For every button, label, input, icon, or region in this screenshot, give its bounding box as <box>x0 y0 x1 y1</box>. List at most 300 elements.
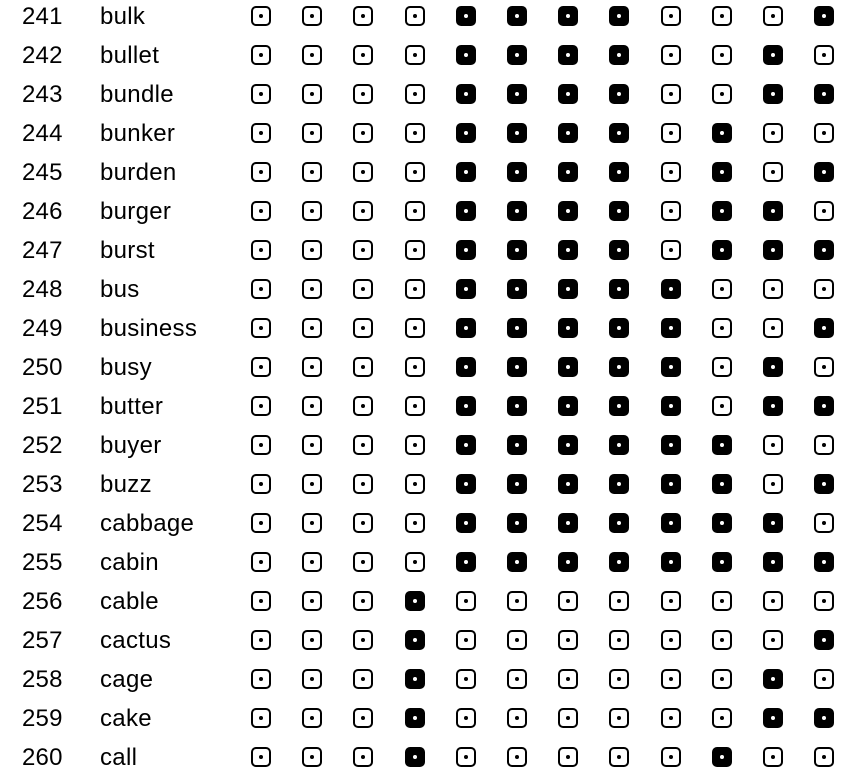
table-row <box>0 582 855 621</box>
bit-box-empty <box>353 318 373 338</box>
bit-box-filled <box>558 123 578 143</box>
bit-box-empty <box>814 123 834 143</box>
bit-box-empty <box>353 435 373 455</box>
bit-box-filled <box>661 279 681 299</box>
bit-box-filled <box>712 162 732 182</box>
dot-icon <box>720 131 724 135</box>
bit-box-filled <box>507 162 527 182</box>
dot-icon <box>310 560 314 564</box>
table-row <box>0 192 855 231</box>
dot-icon <box>413 170 417 174</box>
dot-icon <box>515 755 519 759</box>
table-row <box>0 153 855 192</box>
dot-icon <box>259 560 263 564</box>
bit-box-empty <box>353 279 373 299</box>
bit-box-filled <box>661 318 681 338</box>
bit-box-filled <box>661 474 681 494</box>
row-word: cabin <box>100 549 159 576</box>
dot-icon <box>310 482 314 486</box>
bit-box-filled <box>609 318 629 338</box>
table-row <box>0 465 855 504</box>
dot-icon <box>515 326 519 330</box>
bit-box-empty <box>763 123 783 143</box>
dot-icon <box>617 248 621 252</box>
bit-box-filled <box>507 318 527 338</box>
dot-icon <box>822 482 826 486</box>
dot-icon <box>464 482 468 486</box>
dot-icon <box>464 92 468 96</box>
bit-box-empty <box>302 552 322 572</box>
bit-box-empty <box>712 318 732 338</box>
bit-box-filled <box>405 708 425 728</box>
bit-box-empty <box>558 669 578 689</box>
dot-icon <box>515 677 519 681</box>
bit-box-filled <box>609 279 629 299</box>
bit-box-filled <box>456 318 476 338</box>
bit-box-filled <box>609 45 629 65</box>
bit-box-filled <box>456 279 476 299</box>
bit-box-empty <box>814 591 834 611</box>
dot-icon <box>566 170 570 174</box>
dot-icon <box>310 209 314 213</box>
dot-icon <box>310 638 314 642</box>
dot-icon <box>464 677 468 681</box>
dot-icon <box>310 131 314 135</box>
bit-box-filled <box>814 240 834 260</box>
dot-icon <box>310 521 314 525</box>
dot-icon <box>771 521 775 525</box>
dot-icon <box>413 248 417 252</box>
bit-box-empty <box>405 123 425 143</box>
table-row <box>0 36 855 75</box>
table-row <box>0 621 855 660</box>
row-number: 241 <box>22 3 63 30</box>
dot-icon <box>310 248 314 252</box>
dot-icon <box>669 443 673 447</box>
bit-box-filled <box>763 669 783 689</box>
table-row <box>0 738 855 777</box>
dot-icon <box>669 599 673 603</box>
dot-icon <box>669 638 673 642</box>
bit-box-filled <box>558 201 578 221</box>
dot-icon <box>413 521 417 525</box>
bit-box-empty <box>302 357 322 377</box>
bit-box-empty <box>712 6 732 26</box>
dot-icon <box>566 92 570 96</box>
bit-box-filled <box>609 552 629 572</box>
dot-icon <box>413 404 417 408</box>
bit-box-empty <box>507 630 527 650</box>
dot-icon <box>464 287 468 291</box>
bit-box-empty <box>558 591 578 611</box>
dot-icon <box>361 599 365 603</box>
bit-box-filled <box>712 435 732 455</box>
dot-icon <box>566 326 570 330</box>
dot-icon <box>822 14 826 18</box>
bit-box-filled <box>507 84 527 104</box>
dot-icon <box>259 755 263 759</box>
bit-box-filled <box>609 357 629 377</box>
row-number: 260 <box>22 744 63 771</box>
dot-icon <box>617 326 621 330</box>
bit-box-empty <box>251 201 271 221</box>
table-row <box>0 348 855 387</box>
bit-box-filled <box>712 240 732 260</box>
bit-box-filled <box>507 201 527 221</box>
dot-icon <box>361 131 365 135</box>
row-number: 258 <box>22 666 63 693</box>
bit-box-empty <box>353 240 373 260</box>
dot-icon <box>771 638 775 642</box>
bit-box-empty <box>302 162 322 182</box>
bit-box-filled <box>558 552 578 572</box>
row-number: 247 <box>22 237 63 264</box>
bit-box-empty <box>712 708 732 728</box>
bit-box-empty <box>353 6 373 26</box>
dot-icon <box>413 716 417 720</box>
bit-box-filled <box>609 201 629 221</box>
dot-icon <box>669 404 673 408</box>
dot-icon <box>310 677 314 681</box>
bit-box-filled <box>558 435 578 455</box>
bit-box-empty <box>609 747 629 767</box>
bit-box-filled <box>712 201 732 221</box>
bit-box-empty <box>353 552 373 572</box>
bit-box-empty <box>251 747 271 767</box>
bit-box-filled <box>609 435 629 455</box>
bit-box-empty <box>353 123 373 143</box>
bit-box-filled <box>405 591 425 611</box>
bit-box-empty <box>661 630 681 650</box>
bit-box-empty <box>251 45 271 65</box>
dot-icon <box>669 287 673 291</box>
bit-box-empty <box>353 513 373 533</box>
bit-box-empty <box>507 708 527 728</box>
bit-box-empty <box>661 6 681 26</box>
bit-box-filled <box>814 84 834 104</box>
dot-icon <box>771 365 775 369</box>
dot-icon <box>771 53 775 57</box>
bit-box-filled <box>456 84 476 104</box>
dot-icon <box>464 404 468 408</box>
dot-icon <box>617 170 621 174</box>
dot-icon <box>617 755 621 759</box>
dot-icon <box>669 755 673 759</box>
dot-icon <box>361 170 365 174</box>
dot-icon <box>669 131 673 135</box>
bit-box-empty <box>661 45 681 65</box>
bit-box-empty <box>251 357 271 377</box>
bit-box-empty <box>814 513 834 533</box>
row-number: 259 <box>22 705 63 732</box>
dot-icon <box>720 14 724 18</box>
bit-box-empty <box>302 201 322 221</box>
dot-icon <box>617 482 621 486</box>
row-number: 242 <box>22 42 63 69</box>
dot-icon <box>617 521 621 525</box>
dot-icon <box>669 521 673 525</box>
dot-icon <box>822 755 826 759</box>
bit-box-empty <box>251 435 271 455</box>
bit-box-filled <box>507 513 527 533</box>
dot-icon <box>566 560 570 564</box>
bit-box-empty <box>251 513 271 533</box>
dot-icon <box>720 92 724 96</box>
bit-box-filled <box>405 630 425 650</box>
dot-icon <box>566 443 570 447</box>
bit-box-filled <box>609 162 629 182</box>
dot-icon <box>822 53 826 57</box>
bit-box-empty <box>712 669 732 689</box>
bit-box-empty <box>302 591 322 611</box>
dot-icon <box>515 14 519 18</box>
bit-box-filled <box>507 6 527 26</box>
dot-icon <box>720 248 724 252</box>
dot-icon <box>669 560 673 564</box>
bit-box-filled <box>456 474 476 494</box>
bit-box-empty <box>251 6 271 26</box>
dot-icon <box>413 599 417 603</box>
dot-icon <box>771 677 775 681</box>
dot-icon <box>822 443 826 447</box>
row-number: 256 <box>22 588 63 615</box>
table-row <box>0 543 855 582</box>
dot-icon <box>310 92 314 96</box>
row-word: buzz <box>100 471 152 498</box>
bit-box-filled <box>814 708 834 728</box>
bit-box-empty <box>251 708 271 728</box>
dot-icon <box>361 53 365 57</box>
dot-icon <box>413 677 417 681</box>
bit-box-filled <box>507 240 527 260</box>
dot-icon <box>566 248 570 252</box>
dot-icon <box>566 716 570 720</box>
dot-icon <box>617 287 621 291</box>
bit-box-filled <box>456 552 476 572</box>
dot-icon <box>822 404 826 408</box>
bit-box-filled <box>507 435 527 455</box>
bit-box-empty <box>251 552 271 572</box>
bit-box-filled <box>558 318 578 338</box>
bit-box-filled <box>558 357 578 377</box>
dot-icon <box>515 560 519 564</box>
bit-box-empty <box>712 591 732 611</box>
dot-icon <box>515 404 519 408</box>
bit-box-empty <box>302 669 322 689</box>
dot-icon <box>259 404 263 408</box>
bit-box-empty <box>405 396 425 416</box>
bit-box-empty <box>609 591 629 611</box>
dot-icon <box>259 365 263 369</box>
bit-box-empty <box>763 318 783 338</box>
dot-icon <box>669 716 673 720</box>
row-word: cake <box>100 705 152 732</box>
bit-box-empty <box>661 162 681 182</box>
bit-box-filled <box>661 552 681 572</box>
dot-icon <box>669 365 673 369</box>
bit-box-empty <box>712 630 732 650</box>
bit-box-empty <box>661 708 681 728</box>
table-row <box>0 75 855 114</box>
bit-box-empty <box>251 474 271 494</box>
dot-icon <box>413 755 417 759</box>
dot-icon <box>259 92 263 96</box>
bit-box-filled <box>405 669 425 689</box>
table-row <box>0 231 855 270</box>
bit-box-filled <box>558 513 578 533</box>
bit-box-empty <box>507 669 527 689</box>
row-number: 250 <box>22 354 63 381</box>
bit-box-empty <box>353 747 373 767</box>
bit-box-empty <box>558 747 578 767</box>
dot-icon <box>617 404 621 408</box>
dot-icon <box>361 92 365 96</box>
row-word: business <box>100 315 198 342</box>
dot-icon <box>259 131 263 135</box>
bit-box-empty <box>405 162 425 182</box>
bit-box-empty <box>814 669 834 689</box>
dot-icon <box>464 716 468 720</box>
dot-icon <box>361 14 365 18</box>
table-row <box>0 660 855 699</box>
dot-icon <box>720 365 724 369</box>
bit-box-filled <box>814 162 834 182</box>
dot-icon <box>822 677 826 681</box>
bit-box-filled <box>712 552 732 572</box>
row-number: 257 <box>22 627 63 654</box>
bit-box-empty <box>814 435 834 455</box>
dot-icon <box>822 638 826 642</box>
row-number: 243 <box>22 81 63 108</box>
dot-icon <box>822 287 826 291</box>
dot-icon <box>669 482 673 486</box>
bit-box-empty <box>712 45 732 65</box>
bit-box-empty <box>814 747 834 767</box>
dot-icon <box>669 326 673 330</box>
bit-box-empty <box>353 474 373 494</box>
bit-box-filled <box>609 396 629 416</box>
bit-box-filled <box>507 279 527 299</box>
dot-icon <box>771 599 775 603</box>
bit-box-empty <box>814 45 834 65</box>
bit-box-filled <box>456 357 476 377</box>
dot-icon <box>464 170 468 174</box>
row-word: burst <box>100 237 155 264</box>
bit-box-filled <box>456 201 476 221</box>
dot-icon <box>361 716 365 720</box>
dot-icon <box>720 482 724 486</box>
dot-icon <box>259 443 263 447</box>
bit-box-empty <box>456 630 476 650</box>
bit-box-empty <box>405 45 425 65</box>
row-word: cactus <box>100 627 172 654</box>
dot-icon <box>310 404 314 408</box>
bit-box-empty <box>302 6 322 26</box>
bit-box-empty <box>353 396 373 416</box>
dot-icon <box>259 287 263 291</box>
bit-box-empty <box>661 201 681 221</box>
bit-box-empty <box>507 591 527 611</box>
dot-icon <box>259 599 263 603</box>
bit-box-empty <box>353 201 373 221</box>
dot-icon <box>259 482 263 486</box>
bit-box-filled <box>609 240 629 260</box>
dot-icon <box>464 131 468 135</box>
dot-icon <box>771 92 775 96</box>
dot-icon <box>617 443 621 447</box>
dot-icon <box>566 638 570 642</box>
dot-icon <box>617 638 621 642</box>
bit-box-filled <box>763 396 783 416</box>
bit-box-empty <box>763 279 783 299</box>
dot-icon <box>617 53 621 57</box>
dot-icon <box>566 209 570 213</box>
bit-box-filled <box>712 513 732 533</box>
dot-icon <box>413 53 417 57</box>
dot-icon <box>720 599 724 603</box>
table-row <box>0 270 855 309</box>
bit-box-empty <box>251 669 271 689</box>
dot-icon <box>822 599 826 603</box>
dot-icon <box>771 326 775 330</box>
dot-icon <box>361 248 365 252</box>
bit-box-filled <box>456 6 476 26</box>
bit-box-empty <box>405 552 425 572</box>
dot-icon <box>515 365 519 369</box>
dot-icon <box>464 365 468 369</box>
bit-box-empty <box>353 162 373 182</box>
dot-icon <box>515 716 519 720</box>
bit-box-filled <box>558 279 578 299</box>
row-number: 248 <box>22 276 63 303</box>
dot-icon <box>464 248 468 252</box>
dot-icon <box>515 287 519 291</box>
bit-box-empty <box>814 279 834 299</box>
bit-box-empty <box>558 708 578 728</box>
row-word: burger <box>100 198 172 225</box>
bit-box-filled <box>763 45 783 65</box>
bit-box-filled <box>814 6 834 26</box>
bit-box-filled <box>814 474 834 494</box>
bit-box-filled <box>609 513 629 533</box>
bit-box-filled <box>456 162 476 182</box>
bit-box-empty <box>405 6 425 26</box>
dot-icon <box>771 287 775 291</box>
dot-icon <box>515 521 519 525</box>
dot-icon <box>361 755 365 759</box>
bit-box-filled <box>558 240 578 260</box>
dot-icon <box>310 53 314 57</box>
dot-icon <box>361 560 365 564</box>
bit-box-filled <box>558 6 578 26</box>
dot-icon <box>617 14 621 18</box>
bit-box-filled <box>661 435 681 455</box>
dot-icon <box>413 443 417 447</box>
dot-icon <box>566 677 570 681</box>
dot-icon <box>515 170 519 174</box>
bit-box-filled <box>456 45 476 65</box>
dot-icon <box>259 677 263 681</box>
row-number: 249 <box>22 315 63 342</box>
bit-box-empty <box>405 84 425 104</box>
bit-box-filled <box>763 357 783 377</box>
dot-icon <box>566 131 570 135</box>
bit-box-empty <box>353 669 373 689</box>
bit-box-filled <box>814 318 834 338</box>
bit-box-filled <box>712 747 732 767</box>
bit-box-empty <box>661 123 681 143</box>
bit-box-empty <box>456 669 476 689</box>
